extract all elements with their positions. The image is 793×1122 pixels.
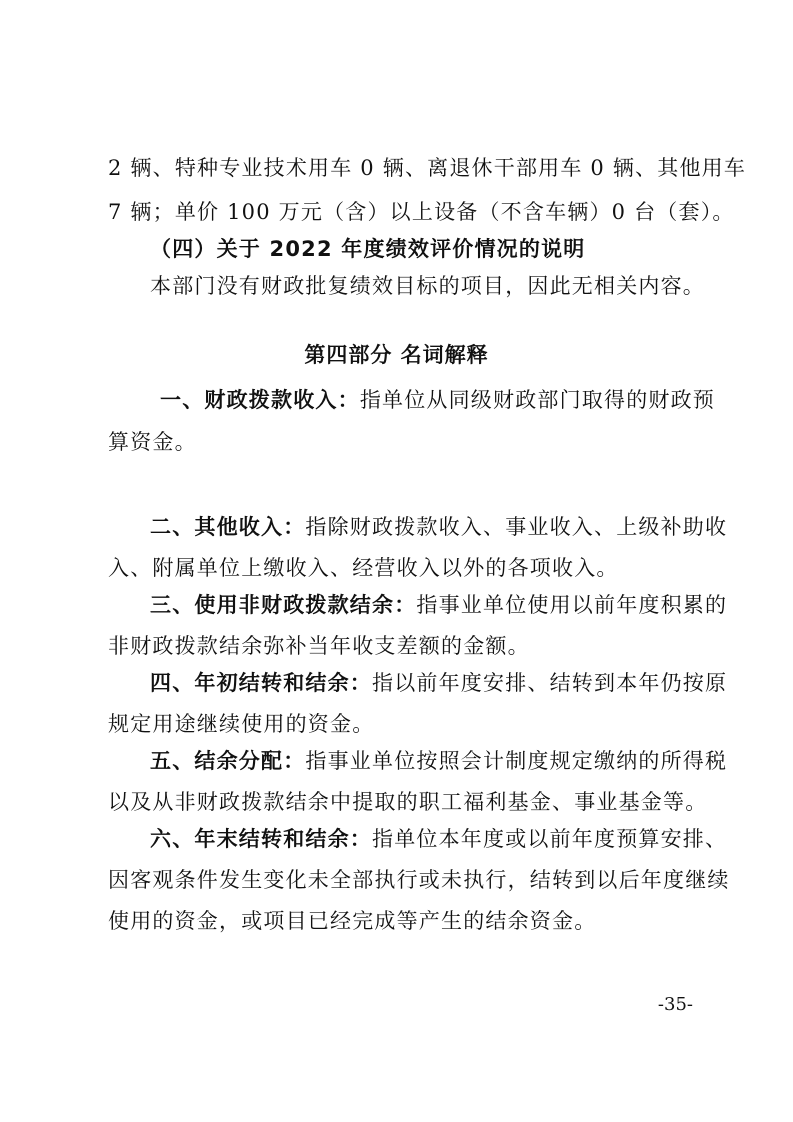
definition-term: 二、其他收入： [150, 515, 306, 539]
definition-3-line-1 [150, 590, 736, 620]
definition-1-line-2: 算资金。 [108, 430, 197, 454]
definition-term: 五、结余分配： [150, 749, 306, 773]
definition-2-line-2: 入、附属单位上缴收入、经营收入以外的各项收入。 [108, 556, 619, 580]
vehicle-text-line-1: 2 辆、特种专业技术用车 0 辆、离退休干部用车 0 辆、其他用车 [108, 156, 747, 180]
definition-text: 指单位本年度或以前年度预算安排、 [372, 827, 728, 851]
definition-1-line-1 [160, 385, 746, 415]
performance-section-body: 本部门没有财政批复绩效目标的项目，因此无相关内容。 [150, 274, 705, 298]
page-number: -35- [657, 994, 693, 1015]
definition-text: 指以前年度安排、结转到本年仍按原 [372, 671, 728, 695]
definition-term: 四、年初结转和结余： [150, 671, 372, 695]
definition-text: 指事业单位按照会计制度规定缴纳的所得税 [305, 749, 728, 773]
performance-title-text: （四）关于 2022 年度绩效评价情况的说明 [150, 237, 586, 261]
vehicle-text-line-2: 7 辆；单价 100 万元（含）以上设备（不含车辆）0 台（套）。 [108, 200, 735, 224]
definition-term: 六、年末结转和结余： [150, 827, 372, 851]
performance-section-title [150, 234, 736, 264]
definition-6-line-3: 使用的资金，或项目已经完成等产生的结余资金。 [108, 909, 597, 933]
definition-text: 指事业单位使用以前年度积累的 [416, 593, 728, 617]
definition-text: 指单位从同级财政部门取得的财政预 [359, 388, 716, 412]
definition-4-line-2: 规定用途继续使用的资金。 [108, 712, 375, 736]
definition-6-line-1 [150, 824, 736, 854]
definition-6-line-2: 因客观条件发生变化未全部执行或未执行，结转到以后年度继续 [108, 868, 730, 892]
definition-term: 三、使用非财政拨款结余： [150, 593, 417, 617]
definition-3-line-2: 非财政拨款结余弥补当年收支差额的金额。 [108, 634, 530, 658]
definition-5-line-1 [150, 746, 736, 776]
definition-text: 指除财政拨款收入、事业收入、上级补助收 [305, 515, 728, 539]
part-heading: 第四部分 名词解释 [304, 343, 489, 367]
definition-4-line-1 [150, 668, 736, 698]
definition-2-line-1 [150, 512, 736, 542]
definition-term: 一、财政拨款收入： [160, 388, 360, 412]
definition-5-line-2: 以及从非财政拨款结余中提取的职工福利基金、事业基金等。 [108, 790, 708, 814]
